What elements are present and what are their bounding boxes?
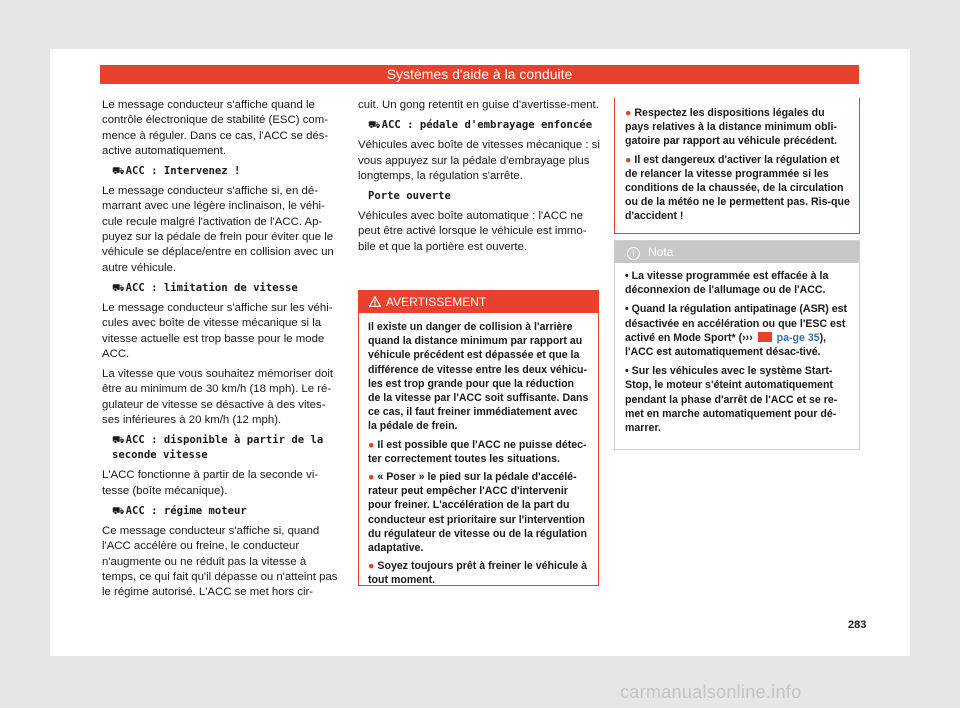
display-message-text: ACC : disponible à partir de la seconde vitesse bbox=[112, 434, 324, 462]
warning-bullet bbox=[625, 153, 851, 224]
page-link[interactable]: pa-ge 35 bbox=[776, 331, 820, 344]
column-middle bbox=[358, 98, 601, 260]
note-bullet bbox=[625, 364, 851, 435]
note-bullet bbox=[625, 269, 851, 297]
warning-box-continued bbox=[614, 98, 860, 234]
note-bullet bbox=[625, 302, 851, 359]
warning-bullet-text: Respectez les dispositions légales du pays relatives à la distance minimum obli-gatoire par rapport au véhicule précédent. bbox=[625, 107, 837, 148]
display-message-text: ACC : limitation de vitesse bbox=[125, 281, 298, 294]
warning-bullet-text: Il est dangereux d'activer la régulation et de relancer la vitesse programmée si les conditions de la chaussée, de la circulation ou de la météo ne le permettent pas. Ris-que d'accident ! bbox=[625, 153, 850, 223]
display-message-text: ACC : pédale d'embrayage enfoncée bbox=[381, 119, 593, 132]
warning-box bbox=[358, 290, 599, 586]
note-bullet-text: Sur les véhicules avec le système Start-Stop, le moteur s'éteint automatiquement pendant la phase d'arrêt de l'ACC et se re-met en marche automatiquement pour dé-marrer. bbox=[625, 365, 838, 435]
note-body bbox=[615, 263, 859, 435]
warning-bullet bbox=[368, 559, 589, 587]
column-left bbox=[102, 98, 342, 605]
info-icon: i bbox=[627, 247, 640, 260]
paragraph: Le message conducteur s'affiche sur les véhi-cules avec boîte de vitesse mécanique si la vitesse actuelle est trop basse pour le mode ACC. bbox=[102, 301, 333, 360]
warning-triangle-icon bbox=[369, 296, 381, 307]
display-message: Porte ouverte bbox=[368, 190, 451, 203]
warning-bullet-text: Il est possible que l'ACC ne puisse détec-ter correctement toutes les situations. bbox=[368, 438, 587, 465]
paragraph: cuit. Un gong retentit en guise d'avertisse-ment. bbox=[358, 99, 599, 111]
display-message bbox=[368, 118, 601, 133]
watermark: carmanualsonline.info bbox=[620, 682, 802, 702]
note-box bbox=[614, 240, 860, 450]
note-bullet-text: ), l'ACC est automatiquement désac-tivé. bbox=[625, 331, 827, 359]
bullet-icon: • bbox=[625, 303, 632, 316]
paragraph: Véhicules avec boîte de vitesses mécanique : si vous appuyez sur la pédale d'embrayage plus longtemps, la régulation s'arrête. bbox=[358, 139, 600, 182]
car-icon: ⛟ bbox=[112, 166, 125, 178]
book-icon bbox=[758, 332, 772, 342]
bullet-icon: ● bbox=[368, 438, 375, 451]
paragraph: Véhicules avec boîte automatique : l'ACC ne peut être activé lorsque le véhicule est immo-bile et que la portière est ouverte. bbox=[358, 210, 587, 253]
note-header bbox=[615, 241, 859, 263]
paragraph: Ce message conducteur s'affiche si, quand l'ACC accélère ou freine, le conducteur n'augmente ou ne réduit pas la vitesse à temps, ce qui fait qu'il dépasse ou n'atteint pas le régime autorisé. L'ACC se met hors cir- bbox=[102, 524, 338, 599]
paragraph: Le message conducteur s'affiche quand le contrôle électronique de stabilité (ESC) com-mence à réguler. Dans ce cas, l'ACC se dés-active automatiquement. bbox=[102, 99, 329, 157]
car-icon: ⛟ bbox=[112, 435, 125, 447]
page-header: Systèmes d'aide à la conduite bbox=[100, 65, 859, 84]
display-message bbox=[112, 433, 342, 463]
paragraph: L'ACC fonctionne à partir de la seconde vi-tesse (boîte mécanique). bbox=[102, 469, 319, 497]
display-message bbox=[112, 504, 342, 519]
display-message-text: ACC : Intervenez ! bbox=[125, 165, 241, 178]
warning-title: AVERTISSEMENT bbox=[386, 295, 487, 309]
warning-bullet bbox=[625, 106, 851, 149]
warning-body bbox=[359, 313, 598, 588]
bullet-icon: ● bbox=[368, 471, 375, 484]
warning-bullet bbox=[368, 438, 589, 466]
warning-bullet-text: « Poser » le pied sur la pédale d'accélé-rateur peut empêcher l'ACC d'intervenir pour freiner. L'accélération de la part du conducteur est prioritaire sur l'intervention du régulateur de vitesse ou de la régulation adaptative. bbox=[368, 471, 587, 555]
display-message-text: ACC : régime moteur bbox=[125, 504, 247, 517]
display-message bbox=[112, 164, 342, 179]
display-message bbox=[112, 281, 342, 296]
page-number: 283 bbox=[848, 619, 867, 631]
bullet-icon: • bbox=[625, 365, 632, 378]
car-icon: ⛟ bbox=[112, 282, 125, 294]
note-title: Nota bbox=[648, 245, 674, 259]
note-bullet-text: Quand la régulation antipatinage (ASR) est désactivée en accélération ou que l'ESC est activé en Mode Sport* (››› bbox=[625, 303, 848, 344]
warning-intro: Il existe un danger de collision à l'arrière quand la distance minimum par rapport au véhicule précédent est dépassée et que la différence de vitesse entre les deux véhicu-les est trop grande pour que la réduction de la vitesse par l'ACC soit suffisante. Dans ce cas, il faut freiner immédiatement avec la pédale de frein. bbox=[368, 321, 589, 433]
paragraph: Le message conducteur s'affiche si, en dé-marrant avec une légère inclinaison, le véhi-cule recule malgré l'activation de l'ACC. Ap-puyez sur la pédale de frein pour éviter que le véhicule se déplace/entre en collision avec un autre véhicule. bbox=[102, 185, 334, 274]
bullet-icon: ● bbox=[625, 153, 632, 166]
note-bullet-text: La vitesse programmée est effacée à la déconnexion de l'allumage ou de l'ACC. bbox=[625, 270, 829, 297]
bullet-icon: ● bbox=[368, 560, 375, 573]
bullet-icon: • bbox=[625, 270, 632, 282]
paragraph: La vitesse que vous souhaitez mémoriser doit être au minimum de 30 km/h (18 mph). Le ré-gulateur de vitesse se désactive à des vites-ses inférieures à 20 km/h (12 mph). bbox=[102, 368, 334, 427]
warning-bullet-text: Soyez toujours prêt à freiner le véhicule à tout moment. bbox=[368, 560, 587, 587]
car-icon: ⛟ bbox=[368, 120, 381, 132]
bullet-icon: ● bbox=[625, 107, 632, 119]
warning-header bbox=[359, 291, 598, 313]
car-icon: ⛟ bbox=[112, 505, 125, 517]
warning-bullet bbox=[368, 470, 589, 555]
